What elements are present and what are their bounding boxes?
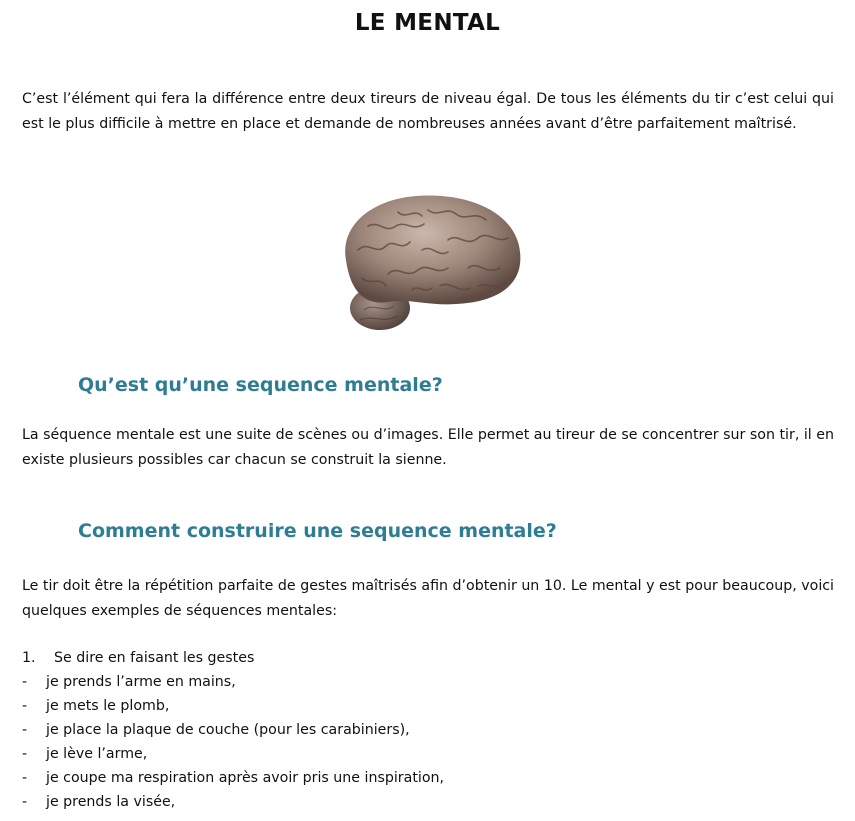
list-item [22,766,444,790]
list-dash: - [22,722,28,738]
list-dash: - [22,674,28,690]
list-item-text: Se dire en faisant les gestes [54,650,255,666]
list-item [22,718,444,742]
list-item [22,694,444,718]
list-step-text: je lève l’arme, [46,746,148,762]
list-item [22,742,444,766]
list-dash: - [22,794,28,810]
list-step-text: je prends la visée, [46,794,176,810]
list-dash: - [22,746,28,762]
section1-paragraph: La séquence mentale est une suite de scènes ou d’images. Elle permet au tireur de se concentrer sur son tir, il en existe plusieurs possibles car chacun se construit la sienne. [22,427,834,468]
section2-paragraph: Le tir doit être la répétition parfaite de gestes maîtrisés afin d’obtenir un 10. Le mental y est pour beaucoup, voici quelques exemples de séquences mentales: [22,578,834,619]
list-step-text: je mets le plomb, [46,698,170,714]
list-step-text: je place la plaque de couche (pour les carabiniers), [46,722,410,738]
intro-paragraph: C’est l’élément qui fera la différence entre deux tireurs de niveau égal. De tous les éléments du tir c’est celui qui est le plus difficile à mettre en place et demande de nombreuses années avant d’être parfaitement maîtrisé. [22,91,834,132]
list-step-text: je prends l’arme en mains, [46,674,236,690]
list-number: 1. [22,650,36,666]
list-step-text: je coupe ma respiration après avoir pris une inspiration, [46,770,445,786]
section-heading-sequence: Qu’est qu’une sequence mentale? [78,374,443,396]
sequence-list [22,646,444,814]
section-heading-construct: Comment construire une sequence mentale? [78,520,557,542]
list-item [22,790,444,814]
list-dash: - [22,698,28,714]
brain-image [328,190,528,340]
list-item [22,646,444,670]
page-title: LE MENTAL [354,10,501,36]
list-item [22,670,444,694]
list-dash: - [22,770,28,786]
